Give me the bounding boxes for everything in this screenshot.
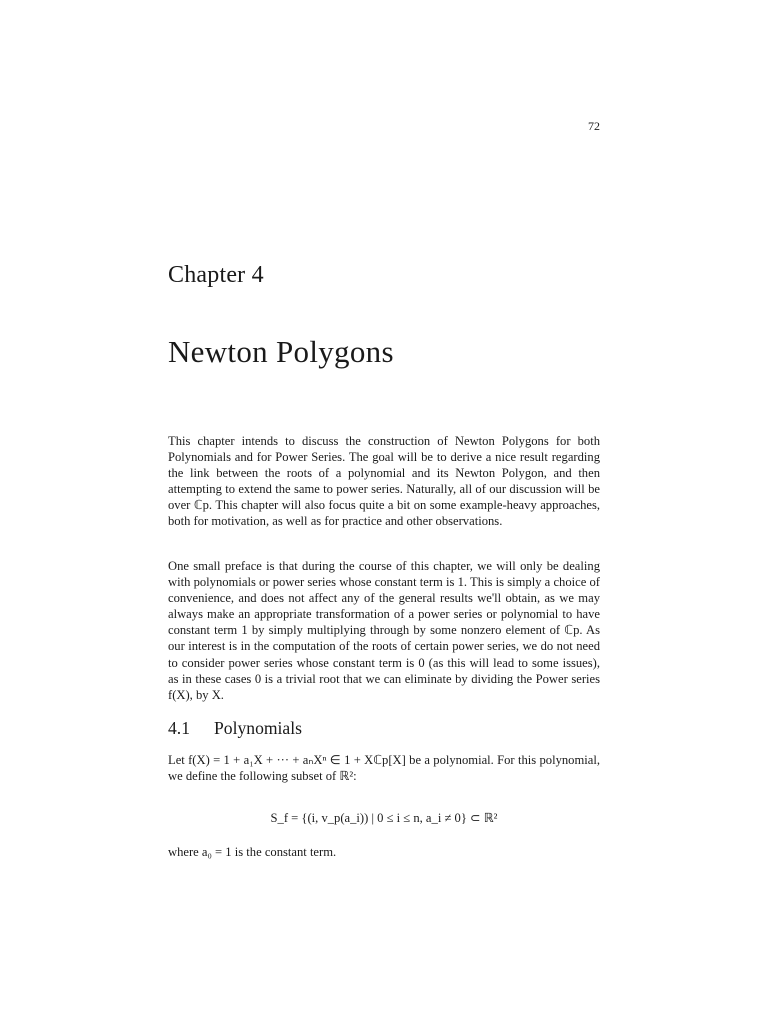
definition-paragraph: Let f(X) = 1 + a₁X + ··· + aₙXⁿ ∈ 1 + Xℂp[X] be a polynomial. For this polynomial, we define the following subset of ℝ²: xyxy=(168,753,600,784)
equation: S_f = {(i, v_p(a_i)) | 0 ≤ i ≤ n, a_i ≠ 0} ⊂ ℝ² xyxy=(270,811,498,825)
after-equation-paragraph: where a₀ = 1 is the constant term. xyxy=(168,845,337,859)
section-number: 4.1 xyxy=(168,718,190,738)
chapter-label: Chapter 4 xyxy=(168,262,264,288)
section-heading xyxy=(168,718,302,739)
chapter-title: Newton Polygons xyxy=(168,334,394,369)
section-title: Polynomials xyxy=(214,718,302,738)
preface-paragraph: One small preface is that during the course of this chapter, we will only be dealing with polynomials or power series whose constant term is 1. This is simply a choice of convenience, and does not affect any of the general results we'll obtain, as we may always make an appropriate transformation of a power series or polynomial to have constant term 1 by simply multiplying through by some nonzero element of ℂp. As our interest is in the computation of the roots of certain power series, we do not need to consider power series whose constant term is 0 (as this will lead to some issues), as in these cases 0 is a trivial root that we can eliminate by dividing the Power series f(X), by X. xyxy=(168,559,600,702)
page-number: 72 xyxy=(588,119,600,133)
intro-paragraph: This chapter intends to discuss the construction of Newton Polygons for both Polynomials and for Power Series. The goal will be to derive a nice result regarding the link between the roots of a polynomial and its Newton Polygon, and then attempting to extend the same to power series. Naturally, all of our discussion will be over ℂp. This chapter will also focus quite a bit on some example-heavy approaches, both for motivation, as well as for practice and other observations. xyxy=(168,434,600,529)
